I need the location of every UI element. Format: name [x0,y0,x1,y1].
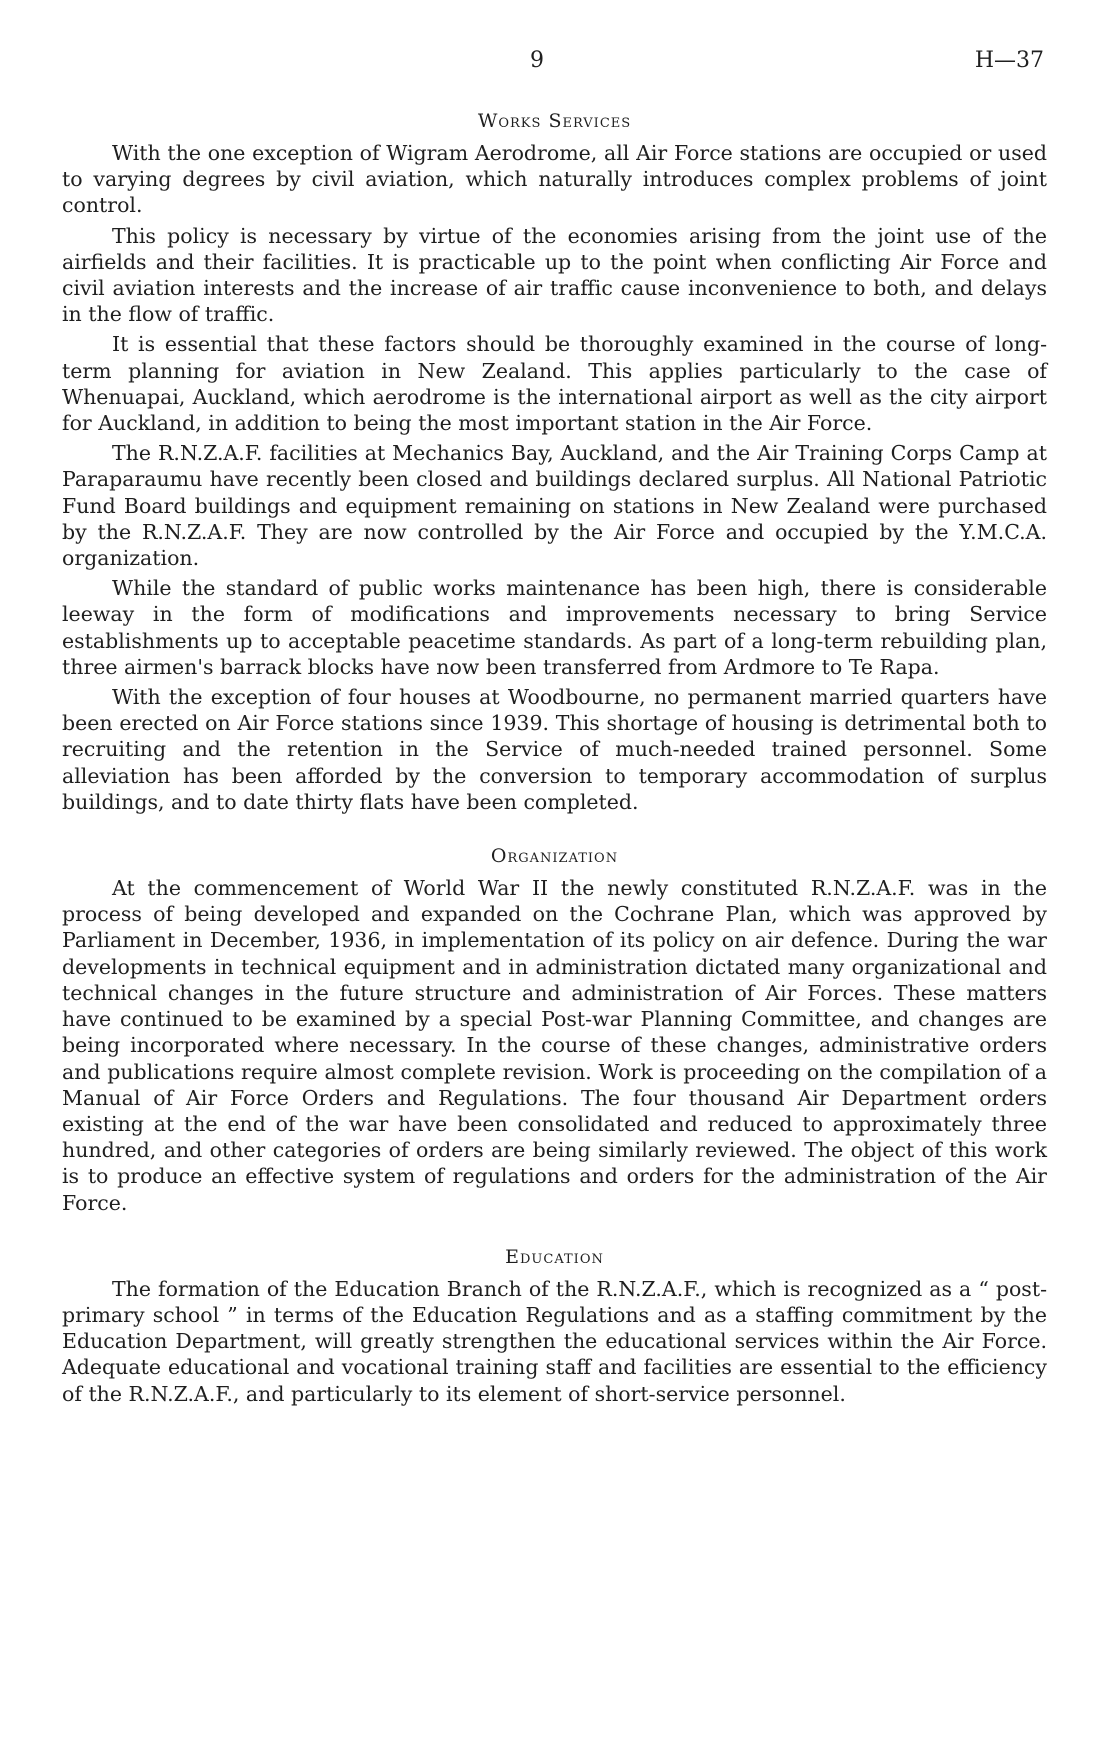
document-reference: H—37 [974,48,1044,73]
paragraph: With the one exception of Wigram Aerodrome, all Air Force stations are occupied or used to varying degrees by civil aviation, which naturally introduces complex problems of joint control. [62,141,1047,218]
paragraph: With the exception of four houses at Woodbourne, no permanent married quarters have been erected on Air Force stations since 1939. This shortage of housing is detrimental both to recruiting and the retention in the Service of much-needed trained personnel. Some alleviation has been afforded by the conversion to temporary accommodation of surplus buildings, and to date thirty flats have been completed. [62,685,1047,814]
section-organization [62,845,1047,1216]
paragraph: The formation of the Education Branch of the R.N.Z.A.F., which is recognized as a “ post-primary school ” in terms of the Education Regulations and as a staffing commitment by the Education Department, will greatly strengthen the educational services within the Air Force. Adequate educational and vocational training staff and facilities are essential to the efficiency of the R.N.Z.A.F., and particularly to its element of short-service personnel. [62,1276,1047,1406]
section-title: Education [505,1245,604,1268]
paragraph: At the commencement of World War II the newly constituted R.N.Z.A.F. was in the process of being developed and expanded on the Cochrane Plan, which was approved by Parliament in December, 1936, in implementation of its policy on air defence. During the war developments in technical equipment and in administration dictated many organizational and technical changes in the future structure and administration of Air Forces. These matters have continued to be examined by a special Post-war Planning Committee, and changes are being incorporated where necessary. In the course of these changes, administrative orders and publications require almost complete revision. Work is proceeding on the compilation of a Manual of Air Force Orders and Regulations. The four thousand Air Department orders existing at the end of the war have been consolidated and reduced to approximately three hundred, and other categories of orders are being similarly reviewed. The object of this work is to produce an effective system of regulations and orders for the administration of the Air Force. [62,876,1047,1215]
section-title: Organization [490,845,619,868]
paragraph: While the standard of public works maintenance has been high, there is considerable leeway in the form of modifications and improvements necessary to bring Service establishments up to acceptable peacetime standards. As part of a long-term rebuilding plan, three airmen's barrack blocks have now been transferred from Ardmore to Te Rapa. [62,576,1047,679]
paragraph: This policy is necessary by virtue of the economies arising from the joint use of the airfields and their facilities. It is practicable up to the point when conflicting Air Force and civil aviation interests and the increase of air traffic cause inconvenience to both, and delays in the flow of traffic. [62,223,1047,327]
body-text [62,110,1047,1437]
section-title: Works Services [477,110,632,132]
page-number: 9 [530,48,544,73]
section-works-services [62,110,1047,815]
paragraph: The R.N.Z.A.F. facilities at Mechanics Bay, Auckland, and the Air Training Corps Camp at Paraparaumu have recently been closed and buildings declared surplus. All National Patriotic Fund Board buildings and equipment remaining on stations in New Zealand were purchased by the R.N.Z.A.F. They are now controlled by the Air Force and occupied by the Y.M.C.A. organization. [62,441,1047,571]
section-education [62,1246,1047,1407]
paragraph: It is essential that these factors should be thoroughly examined in the course of long-term planning for aviation in New Zealand. This applies particularly to the case of Whenuapai, Auckland, which aerodrome is the international airport as well as the city airport for Auckland, in addition to being the most important station in the Air Force. [62,332,1047,436]
page-header [0,48,1114,88]
